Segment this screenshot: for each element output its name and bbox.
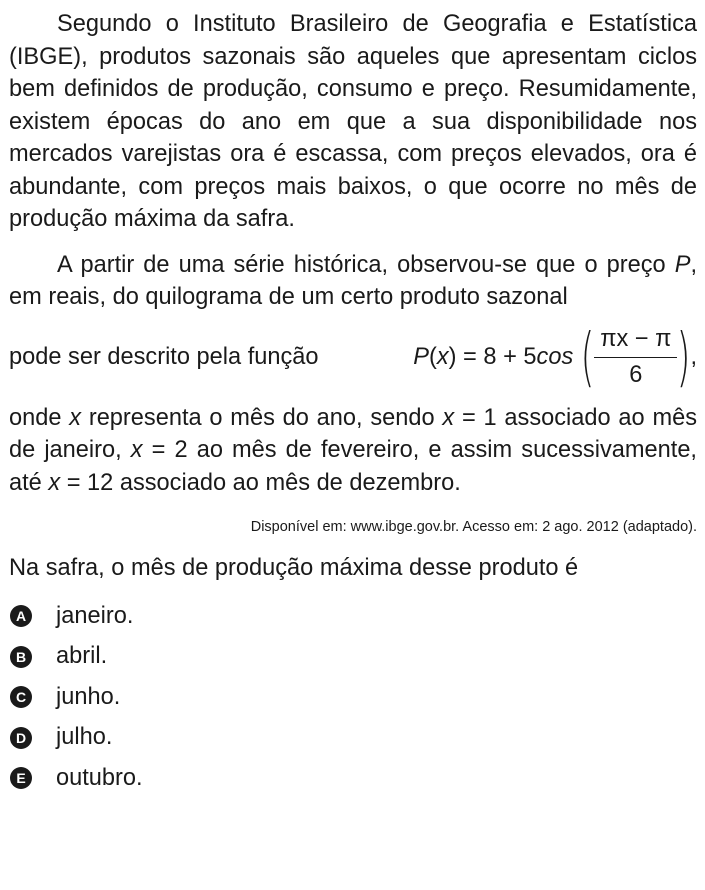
variable-x: x	[69, 404, 82, 431]
intro-paragraph: Segundo o Instituto Brasileiro de Geografia e Estatística (IBGE), produtos sazonais são aqueles que apresentam ciclos bem definidos de produção, consumo e preço. Resumidamente, existem épocas do ano em que a sua disponibilidade nos mercados varejistas ora é escassa, com preços elevados, ora é abundante, com preços mais baixos, o que ocorre no mês de produção máxima da safra.	[9, 11, 697, 232]
text-fragment: A partir de uma série histórica, observou-se que o preço	[57, 251, 675, 278]
text-fragment: = 2 ao mês de fevereiro, e assim sucessivamente, até	[9, 437, 697, 496]
question-page	[9, 8, 697, 799]
answer-options	[9, 596, 697, 799]
option-c-text: junho.	[56, 683, 121, 710]
option-c-badge: C	[10, 686, 32, 708]
source-citation: Disponível em: www.ibge.gov.br. Acesso em: 2 ago. 2012 (adaptado).	[250, 519, 697, 535]
text-fragment: representa o mês do ano, sendo	[81, 404, 443, 431]
option-d-badge: D	[10, 727, 32, 749]
option-a-text: janeiro.	[56, 602, 134, 629]
variable-x: x	[48, 469, 61, 496]
text-fragment: = 12 associado ao mês de dezembro.	[60, 469, 461, 496]
option-a-badge: A	[10, 605, 32, 627]
variable-x: x	[442, 404, 455, 431]
equation-lead-text: pode ser descrito pela função	[9, 344, 319, 370]
function-body: ) = 8 + 5	[448, 344, 537, 370]
big-paren-left: (	[580, 320, 595, 395]
variable-x: x	[130, 437, 143, 463]
equation-line	[9, 314, 697, 402]
price-function	[413, 320, 697, 395]
big-paren-right: )	[677, 320, 691, 395]
fraction	[594, 326, 677, 389]
equation-comma: ,	[690, 344, 697, 370]
option-d-text: julho.	[56, 724, 113, 751]
option-b-text: abril.	[56, 643, 108, 670]
variable-p: P	[674, 251, 691, 278]
fraction-denominator: 6	[629, 362, 643, 388]
option-a[interactable]	[9, 596, 697, 637]
month-paragraph	[9, 402, 697, 500]
question-stem: Na safra, o mês de produção máxima desse produto é	[9, 555, 579, 581]
option-e-text: outubro.	[56, 764, 143, 791]
text-fragment: = 1 associado ao mês de janeiro,	[9, 404, 698, 463]
function-paragraph	[9, 249, 697, 314]
option-e[interactable]	[9, 758, 697, 799]
option-e-badge: E	[10, 767, 32, 789]
option-b-badge: B	[10, 646, 32, 668]
text-fragment: , em reais, do quilograma de um certo produto sazonal	[9, 251, 697, 310]
option-c[interactable]	[9, 677, 697, 718]
option-b[interactable]	[9, 637, 697, 678]
text-fragment: onde	[9, 404, 70, 431]
fraction-numerator: πx − π	[594, 326, 677, 358]
cosine-label: cos	[536, 344, 574, 370]
function-argument: x	[436, 344, 449, 370]
option-d[interactable]	[9, 718, 697, 759]
paren-open: (	[428, 344, 437, 370]
function-name: P	[413, 344, 429, 370]
